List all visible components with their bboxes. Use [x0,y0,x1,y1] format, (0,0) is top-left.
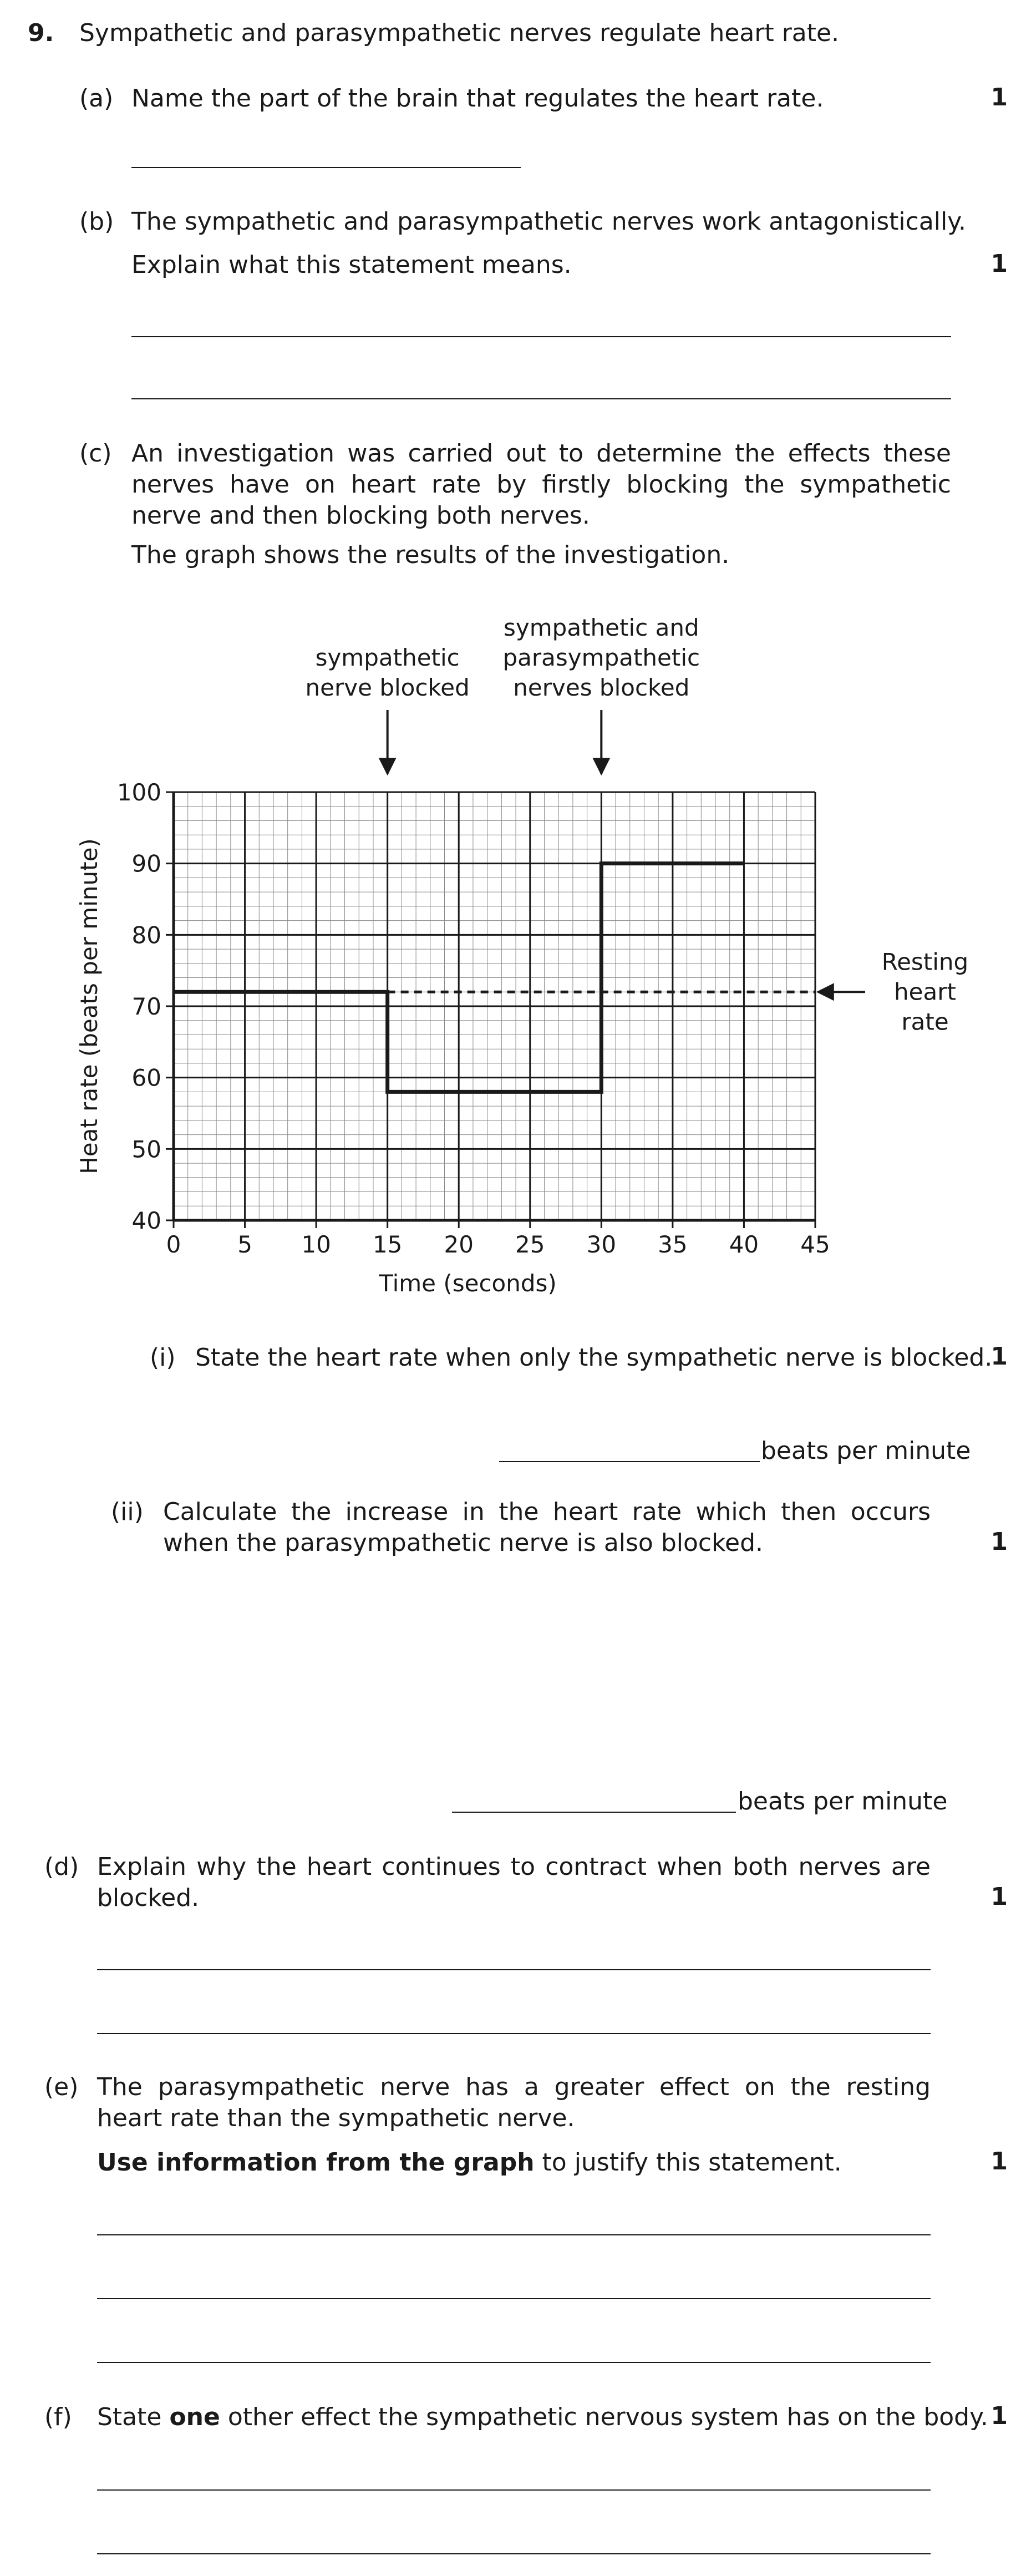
part-a-text: Name the part of the brain that regulates the heart rate. [131,84,824,113]
part-c-i-answer-line[interactable] [499,1461,760,1462]
part-c-i-text: State the heart rate when only the sympathetic nerve is blocked. [195,1343,993,1372]
part-f-emphasis: one [169,2403,220,2431]
resting-rate-label: Resting [881,948,969,976]
part-b-text-2: Explain what this statement means. [131,251,572,279]
part-e-text-2 [97,2147,842,2178]
x-tick-label: 30 [586,1231,617,1258]
question-number: 9. [28,19,54,47]
part-f-text-pre: State [97,2403,170,2431]
part-c-ii-text: Calculate the increase in the heart rate which then occurs when the parasympathetic nerve is also blocked. [163,1498,931,1557]
x-tick-label: 10 [301,1231,331,1258]
part-e-emphasis: Use information from the graph [97,2148,535,2177]
x-tick-label: 25 [515,1231,545,1258]
x-tick-label: 40 [729,1231,759,1258]
part-f-label: (f) [44,2403,72,2431]
part-c-text-2: The graph shows the results of the investigation. [131,541,730,569]
x-tick-label: 15 [372,1231,403,1258]
annotation-label-1: nerve blocked [305,674,470,701]
part-c-ii-unit: beats per minute [738,1787,948,1816]
annotation-label-2: sympathetic and [504,614,699,641]
y-tick-label: 100 [116,779,161,806]
y-tick-label: 80 [131,921,161,949]
part-b-label: (b) [79,207,114,236]
part-e-label: (e) [44,2073,79,2101]
part-f-marks: 1 [990,2402,1008,2430]
resting-rate-label: heart [894,978,956,1006]
y-tick-label: 50 [131,1135,161,1163]
part-e-answer-line-2[interactable] [97,2298,931,2299]
x-tick-label: 45 [800,1231,830,1258]
part-b-marks: 1 [990,250,1008,278]
part-d-answer-line-2[interactable] [97,2033,931,2034]
x-tick-label: 5 [237,1231,252,1258]
part-e-text-2-rest: to justify this statement. [534,2148,842,2177]
part-c-i-label: (i) [150,1343,176,1372]
x-tick-label: 35 [658,1231,688,1258]
part-a-marks: 1 [990,83,1008,111]
part-f-text-post: other effect the sympathetic nervous system has on the body. [220,2403,988,2431]
part-c-ii-marks: 1 [990,1528,1008,1556]
resting-rate-label: rate [901,1008,949,1036]
part-f-answer-line-2[interactable] [97,2553,931,2554]
part-e-marks: 1 [990,2147,1008,2176]
y-tick-label: 60 [131,1064,161,1092]
annotation-label-2: parasympathetic [502,644,700,671]
part-f-answer-line-1[interactable] [97,2489,931,2491]
part-d-label: (d) [44,1853,79,1881]
part-b-text-1: The sympathetic and parasympathetic nerves work antagonistically. [131,207,967,236]
y-tick-label: 90 [131,850,161,878]
part-c-text-1: An investigation was carried out to determine the effects these nerves have on heart rate by firstly blocking the sympathetic nerve and then blocking both nerves. [131,439,951,530]
y-tick-label: 40 [131,1207,161,1234]
question-stem: Sympathetic and parasympathetic nerves regulate heart rate. [79,19,840,47]
part-c-i-unit: beats per minute [761,1437,971,1465]
part-c-label: (c) [79,439,112,468]
part-e-answer-line-3[interactable] [97,2362,931,2363]
part-d-answer-line-1[interactable] [97,1969,931,1970]
annotation-label-1: sympathetic [315,644,460,671]
part-d-text: Explain why the heart continues to contract when both nerves are blocked. [97,1853,931,1912]
part-c-i-marks: 1 [990,1342,1008,1371]
part-e-answer-line-1[interactable] [97,2234,931,2235]
annotation-label-2: nerves blocked [513,674,690,701]
part-f-text [97,2402,988,2433]
part-a-label: (a) [79,84,114,113]
part-e-text-1: The parasympathetic nerve has a greater effect on the resting heart rate than the sympathetic nerve. [97,2073,931,2132]
x-tick-label: 20 [444,1231,474,1258]
y-tick-label: 70 [131,993,161,1020]
y-axis-title: Heat rate (beats per minute) [75,838,103,1174]
part-c-ii-label: (ii) [111,1498,144,1526]
x-axis-title: Time (seconds) [379,1270,557,1297]
part-c-ii-answer-line[interactable] [452,1812,736,1813]
x-tick-label: 0 [166,1231,181,1258]
part-d-marks: 1 [990,1883,1008,1911]
